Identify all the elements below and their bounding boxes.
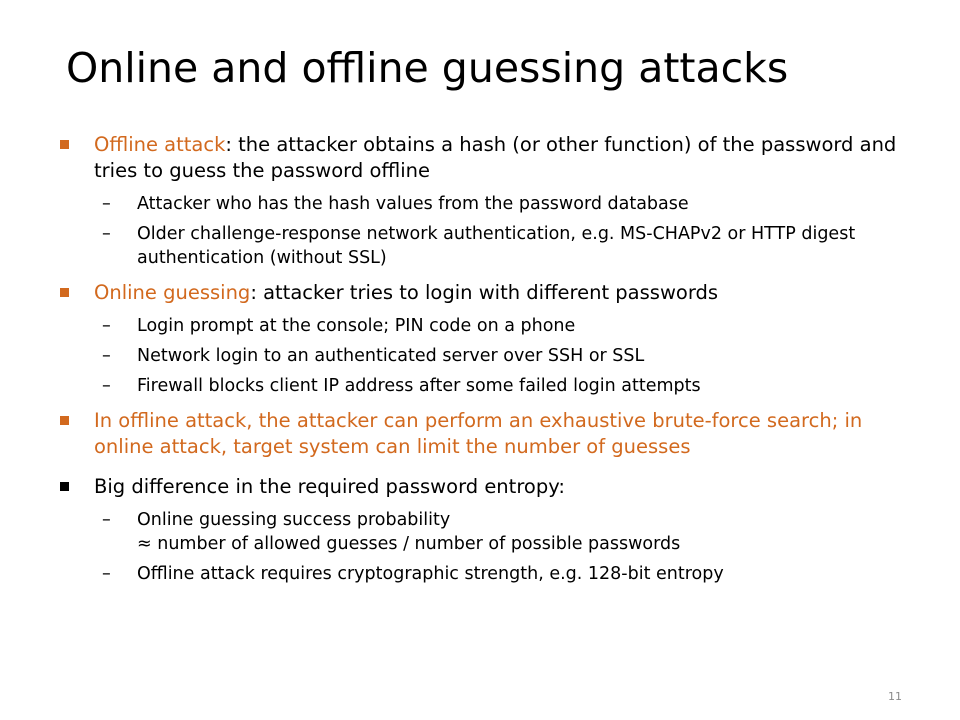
bullet-text: : attacker tries to login with different passwords (250, 281, 719, 304)
bullet-lead: Online guessing (94, 281, 251, 304)
page-number: 11 (888, 690, 902, 703)
dash-icon: – (102, 510, 111, 530)
dash-icon: – (102, 224, 111, 244)
dash-icon: – (102, 316, 111, 336)
bullet-offline-attack (58, 132, 908, 184)
sub-bullet-text: Firewall blocks client IP address after some failed login attempts (137, 376, 701, 396)
square-bullet-icon (60, 416, 69, 425)
sub-bullet-text: Older challenge-response network authentication, e.g. MS-CHAPv2 or HTTP digest authentication (without SSL) (137, 224, 856, 268)
square-bullet-icon (60, 140, 69, 149)
sub-bullet-text: Network login to an authenticated server over SSH or SSL (137, 346, 645, 366)
sub-bullet-text-cont: ≈ number of allowed guesses / number of possible passwords (137, 534, 681, 554)
sub-bullet (58, 374, 908, 398)
bullet-text: : the attacker obtains a hash (or other function) of the password and tries to guess the password offline (94, 133, 897, 182)
sub-bullet-text: Online guessing success probability (137, 510, 451, 530)
sub-bullet-text: Attacker who has the hash values from the password database (137, 194, 689, 214)
bullet-entropy (58, 474, 908, 500)
bullet-brute-force (58, 408, 908, 460)
sub-bullet (58, 508, 908, 556)
sub-bullet (58, 192, 908, 216)
sub-bullet (58, 562, 908, 586)
dash-icon: – (102, 194, 111, 214)
bullet-lead: Offline attack (94, 133, 226, 156)
bullet-online-guessing (58, 280, 908, 306)
bullet-text: Big difference in the required password entropy: (94, 475, 565, 498)
dash-icon: – (102, 346, 111, 366)
square-bullet-icon (60, 482, 69, 491)
slide-body (58, 132, 908, 586)
dash-icon: – (102, 376, 111, 396)
sub-bullet-text: Offline attack requires cryptographic strength, e.g. 128-bit entropy (137, 564, 724, 584)
sub-bullet-text: Login prompt at the console; PIN code on a phone (137, 316, 576, 336)
sub-bullet (58, 314, 908, 338)
slide-title: Online and offline guessing attacks (66, 44, 789, 92)
square-bullet-icon (60, 288, 69, 297)
bullet-text: In offline attack, the attacker can perform an exhaustive brute-force search; in online attack, target system can limit the number of guesses (94, 409, 863, 458)
sub-bullet (58, 344, 908, 368)
sub-bullet (58, 222, 908, 270)
dash-icon: – (102, 564, 111, 584)
